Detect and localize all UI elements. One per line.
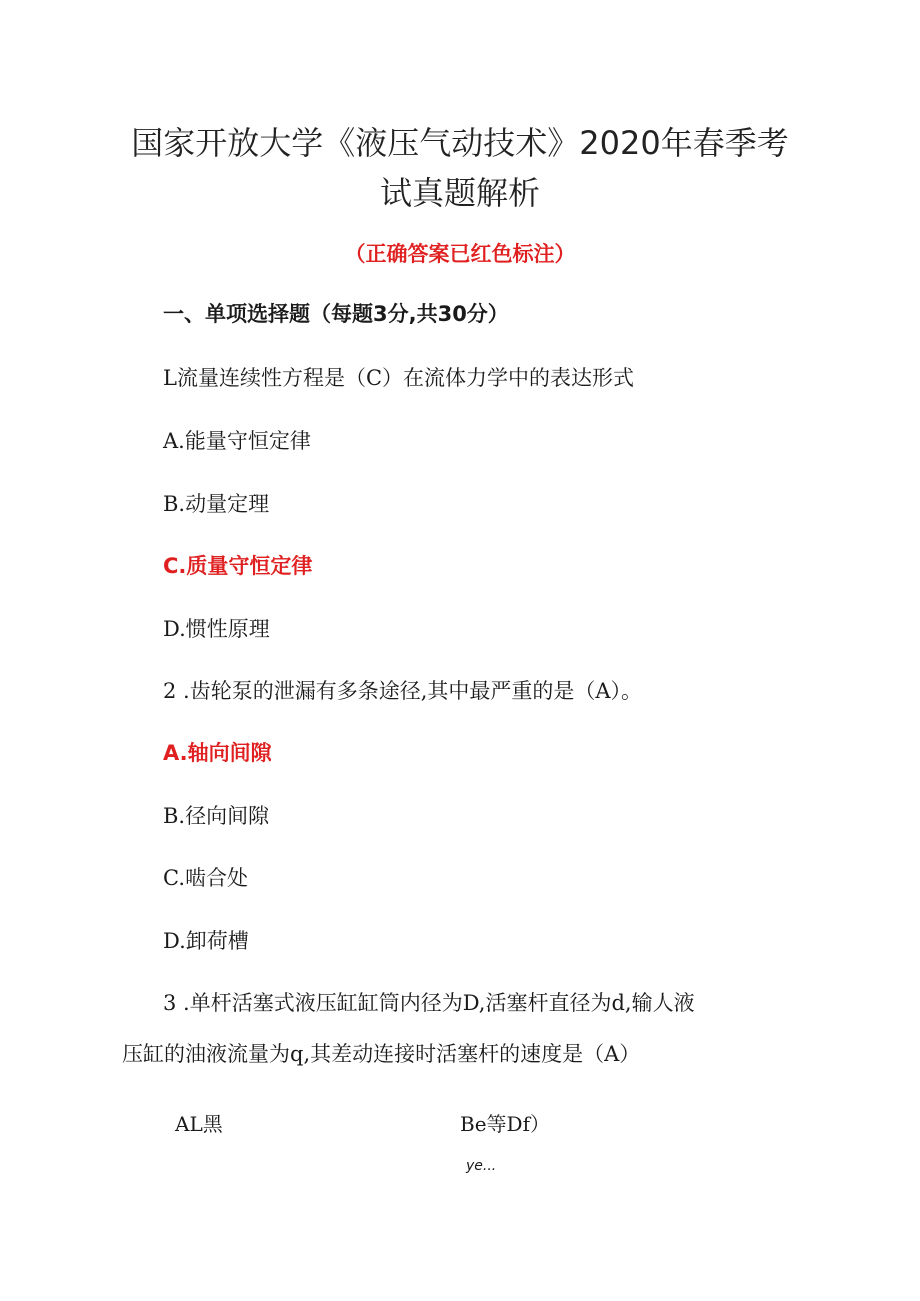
question-1-stem: L流量连续性方程是（C）在流体力学中的表达形式 [163,366,635,390]
section-header: 一、单项选择题（每题3分,共30分） [163,302,509,326]
document-title-line-2: 试真题解析 [379,174,540,212]
question-2-stem: 2 .齿轮泵的泄漏有多条途径,其中最严重的是（A）。 [163,679,643,703]
formula-fragment: ye... [466,1158,497,1174]
answer-note: （正确答案已红色标注） [344,242,576,266]
question-3-stem-line-2: 压缸的油液流量为q,其差动连接时活塞杆的速度是（A） [122,1042,641,1066]
document-title-line-1: 国家开放大学《液压气动技术》2020年春季考 [131,124,789,162]
question-2-option-a-correct: A.轴向间隙 [163,741,272,765]
question-1-option-c-correct: C.质量守恒定律 [163,554,313,578]
question-1-option-d: D.惯性原理 [163,617,270,641]
question-3-option-b: Be等Df） [460,1112,550,1136]
question-3-option-a: AL黑 [175,1112,223,1136]
question-2-option-b: B.径向间隙 [163,804,270,828]
question-1-option-b: B.动量定理 [163,492,270,516]
question-1-option-a: A.能量守恒定律 [163,429,311,453]
question-2-option-c: C.啮合处 [163,866,248,890]
question-2-option-d: D.卸荷槽 [163,929,249,953]
question-3-stem-line-1: 3 .单杆活塞式液压缸缸筒内径为D,活塞杆直径为d,输人液 [163,991,695,1015]
